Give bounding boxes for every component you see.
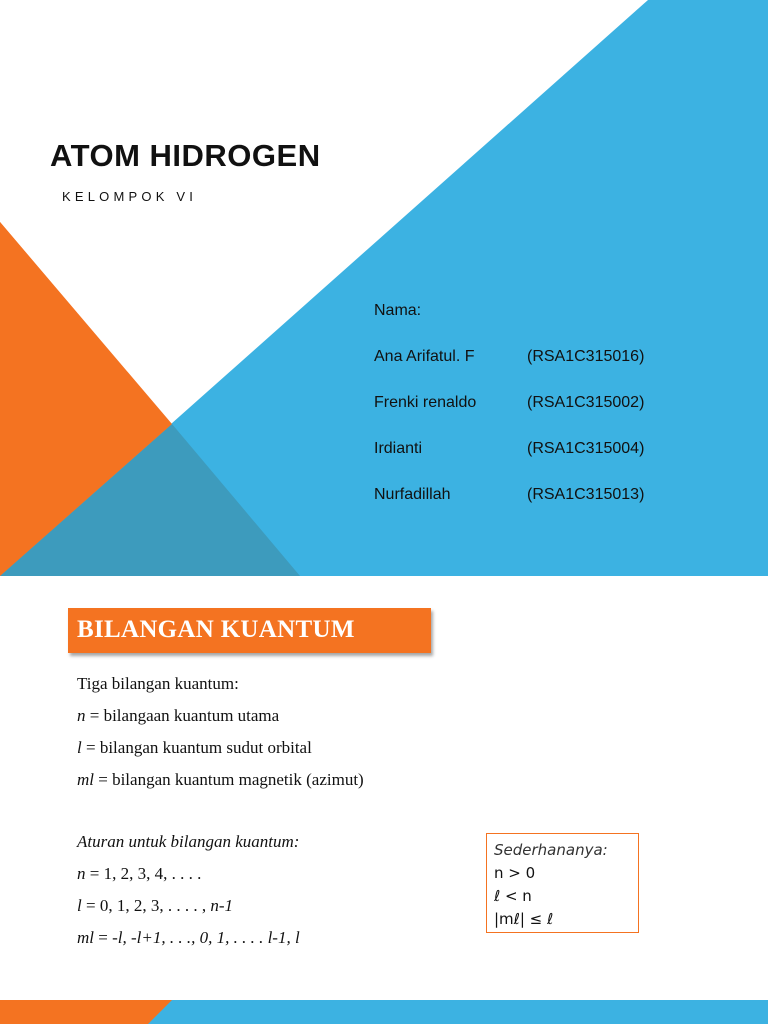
footer-blue-band — [148, 1000, 768, 1024]
rule-symbol: ml — [77, 928, 94, 947]
definition-text: = bilangan kuantum sudut orbital — [81, 738, 312, 757]
rule-symbol: l — [77, 896, 82, 915]
member-id: (RSA1C315013) — [527, 486, 645, 503]
summary-box — [486, 833, 639, 933]
summary-line: |mℓ| ≤ ℓ — [494, 910, 554, 928]
summary-label: Sederhananya: — [494, 841, 608, 859]
summary-line: n > 0 — [494, 864, 536, 882]
summary-line: ℓ < n — [494, 887, 532, 905]
rule-italic-tail: n-1 — [210, 896, 233, 915]
footer-stripe — [0, 1000, 768, 1024]
rule-line — [77, 928, 300, 948]
member-id: (RSA1C315016) — [527, 348, 645, 365]
member-id: (RSA1C315002) — [527, 394, 645, 411]
rules-title — [77, 832, 299, 852]
rule-plain: = — [94, 928, 113, 947]
member-name: Nurfadillah — [374, 486, 451, 503]
definition-line — [77, 706, 279, 726]
definition-symbol: l — [77, 738, 82, 757]
definition-line — [77, 738, 312, 758]
rule-italic-tail: -l, -l+1, . . ., 0, 1, . . . . l-1, l — [112, 928, 300, 947]
intro-text: Tiga bilangan kuantum: — [77, 674, 239, 693]
member-name: Irdianti — [374, 440, 423, 457]
member-row — [374, 484, 644, 530]
rules-title-text: Aturan untuk bilangan kuantum: — [77, 832, 300, 851]
definition-symbol: n — [77, 706, 86, 725]
rule-line — [77, 896, 233, 916]
definition-text: = bilangan kuantum magnetik (azimut) — [94, 770, 364, 789]
member-row — [374, 392, 644, 438]
section-heading: BILANGAN KUANTUM — [77, 616, 355, 643]
definition-text: = bilangaan kuantum utama — [85, 706, 280, 725]
definition-line — [77, 770, 364, 790]
content-slide — [0, 576, 768, 1024]
nama-label: Nama: — [374, 302, 422, 319]
member-row — [374, 346, 644, 392]
slide-title: ATOM HIDROGEN — [50, 138, 321, 173]
member-name: Frenki renaldo — [374, 394, 477, 411]
member-id: (RSA1C315004) — [527, 440, 645, 457]
member-row — [374, 438, 644, 484]
member-name: Ana Arifatul. F — [374, 348, 475, 365]
rule-plain: = 1, 2, 3, 4, . . . . — [85, 864, 202, 883]
rule-plain: = 0, 1, 2, 3, . . . . , — [81, 896, 211, 915]
rule-line — [77, 864, 201, 884]
definition-symbol: ml — [77, 770, 94, 789]
rule-symbol: n — [77, 864, 86, 883]
section-heading-box — [68, 608, 431, 653]
member-list — [374, 300, 644, 530]
slide-subtitle: KELOMPOK VI — [62, 189, 198, 204]
